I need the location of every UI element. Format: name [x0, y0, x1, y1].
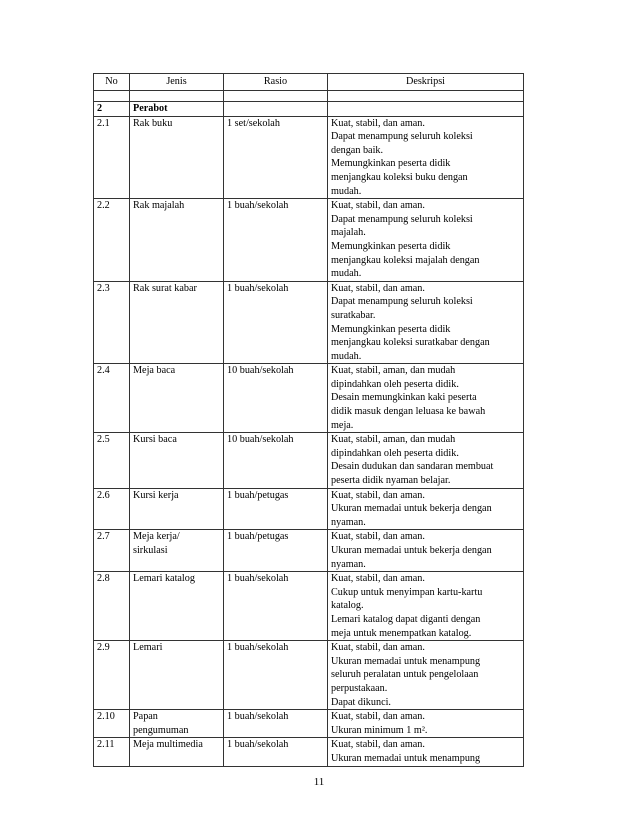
deskripsi-line: nyaman. — [331, 516, 366, 528]
deskripsi-line: mudah. — [331, 185, 362, 197]
deskripsi-line: menjangkau koleksi majalah dengan — [331, 254, 480, 266]
jenis-line: Rak majalah — [133, 200, 185, 212]
table-row — [94, 281, 524, 364]
table-row — [94, 433, 524, 488]
table-row — [94, 199, 524, 282]
deskripsi-line: menjangkau koleksi buku dengan — [331, 171, 468, 183]
deskripsi-line: Kuat, stabil, dan aman. — [331, 642, 425, 654]
deskripsi-line: Desain dudukan dan sandaran membuat — [331, 461, 494, 473]
deskripsi-line: didik masuk dengan leluasa ke bawah — [331, 406, 486, 418]
table-row — [94, 116, 524, 199]
table-row — [94, 738, 524, 766]
deskripsi-line: Dapat menampung seluruh koleksi — [331, 296, 473, 308]
row-number: 2.5 — [94, 433, 130, 488]
row-jenis — [130, 738, 224, 766]
row-deskripsi — [328, 488, 524, 530]
deskripsi-line: Kuat, stabil, aman, dan mudah — [331, 434, 456, 446]
deskripsi-line: katalog. — [331, 600, 364, 612]
spacer-row — [94, 91, 524, 102]
deskripsi-line: meja untuk menempatkan katalog. — [331, 627, 472, 639]
jenis-line: sirkulasi — [133, 545, 168, 556]
row-rasio: 10 buah/sekolah — [224, 433, 328, 488]
deskripsi-line: nyaman. — [331, 558, 366, 570]
deskripsi-line: Ukuran memadai untuk bekerja dengan — [331, 503, 492, 515]
row-rasio: 1 buah/sekolah — [224, 281, 328, 364]
row-jenis — [130, 364, 224, 433]
row-rasio: 1 buah/petugas — [224, 530, 328, 572]
row-rasio: 1 buah/sekolah — [224, 641, 328, 710]
row-number: 2.4 — [94, 364, 130, 433]
deskripsi-line: seluruh peralatan untuk pengelolaan — [331, 669, 479, 681]
deskripsi-line: Dapat menampung seluruh koleksi — [331, 213, 473, 225]
header-jenis: Jenis — [130, 74, 224, 91]
row-jenis — [130, 530, 224, 572]
jenis-line: Meja multimedia — [133, 739, 203, 751]
jenis-line: Papan — [133, 711, 158, 723]
jenis-line: Meja baca — [133, 365, 176, 377]
row-rasio: 1 buah/petugas — [224, 488, 328, 530]
deskripsi-line: dipindahkan oleh peserta didik. — [331, 378, 459, 390]
deskripsi-line: Dapat dikunci. — [331, 696, 391, 708]
deskripsi-line: Kuat, stabil, dan aman. — [331, 739, 425, 751]
row-rasio: 10 buah/sekolah — [224, 364, 328, 433]
row-number: 2.7 — [94, 530, 130, 572]
row-number: 2.11 — [94, 738, 130, 766]
deskripsi-line: Kuat, stabil, dan aman. — [331, 489, 425, 501]
row-jenis — [130, 281, 224, 364]
deskripsi-line: Ukuran memadai untuk menampung — [331, 752, 481, 764]
deskripsi-line: dengan baik. — [331, 144, 384, 156]
jenis-line: Meja kerja/ — [133, 531, 180, 543]
row-jenis — [130, 199, 224, 282]
deskripsi-line: majalah. — [331, 227, 366, 239]
deskripsi-line: dipindahkan oleh peserta didik. — [331, 447, 459, 459]
row-jenis — [130, 433, 224, 488]
deskripsi-line: suratkabar. — [331, 309, 376, 321]
row-rasio: 1 buah/sekolah — [224, 572, 328, 641]
deskripsi-line: Ukuran minimum 1 m². — [331, 724, 428, 736]
deskripsi-line: Kuat, stabil, dan aman. — [331, 200, 425, 212]
deskripsi-line: Dapat menampung seluruh koleksi — [331, 131, 473, 143]
deskripsi-line: Kuat, stabil, dan aman. — [331, 282, 425, 294]
header-deskripsi: Deskripsi — [328, 74, 524, 91]
deskripsi-line: meja. — [331, 419, 354, 431]
deskripsi-line: Cukup untuk menyimpan kartu-kartu — [331, 586, 483, 598]
jenis-line: Lemari — [133, 642, 163, 654]
section-row — [94, 102, 524, 117]
row-number: 2.8 — [94, 572, 130, 641]
table-row — [94, 488, 524, 530]
row-rasio: 1 buah/sekolah — [224, 738, 328, 766]
row-deskripsi — [328, 572, 524, 641]
row-deskripsi — [328, 364, 524, 433]
row-deskripsi — [328, 738, 524, 766]
section-title: Perabot — [130, 102, 224, 117]
jenis-line: Rak surat kabar — [133, 282, 197, 294]
table-row — [94, 572, 524, 641]
deskripsi-line: Kuat, stabil, dan aman. — [331, 711, 425, 723]
row-deskripsi — [328, 710, 524, 738]
table-row — [94, 710, 524, 738]
header-no: No — [94, 74, 130, 91]
table-row — [94, 364, 524, 433]
jenis-line: Kursi baca — [133, 434, 177, 446]
row-number: 2.6 — [94, 488, 130, 530]
row-jenis — [130, 572, 224, 641]
page-number: 11 — [313, 776, 325, 788]
table-row — [94, 641, 524, 710]
table-row — [94, 530, 524, 572]
deskripsi-line: Memungkinkan peserta didik — [331, 158, 451, 170]
row-deskripsi — [328, 199, 524, 282]
row-deskripsi — [328, 281, 524, 364]
row-rasio: 1 buah/sekolah — [224, 199, 328, 282]
jenis-line: pengumuman — [133, 724, 189, 736]
deskripsi-line: menjangkau koleksi suratkabar dengan — [331, 337, 490, 349]
deskripsi-line: mudah. — [331, 268, 362, 280]
row-number: 2.1 — [94, 116, 130, 199]
deskripsi-line: Kuat, stabil, dan aman. — [331, 531, 425, 543]
furniture-table — [93, 73, 524, 767]
row-deskripsi — [328, 641, 524, 710]
deskripsi-line: Ukuran memadai untuk menampung — [331, 655, 481, 667]
deskripsi-line: Memungkinkan peserta didik — [331, 323, 451, 335]
row-number: 2.3 — [94, 281, 130, 364]
deskripsi-line: Ukuran memadai untuk bekerja dengan — [331, 545, 492, 556]
deskripsi-line: Memungkinkan peserta didik — [331, 240, 451, 252]
deskripsi-line: Lemari katalog dapat diganti dengan — [331, 613, 481, 625]
row-jenis — [130, 710, 224, 738]
deskripsi-line: mudah. — [331, 350, 362, 362]
row-rasio: 1 buah/sekolah — [224, 710, 328, 738]
deskripsi-line: Kuat, stabil, dan aman. — [331, 573, 425, 585]
jenis-line: Rak buku — [133, 117, 173, 129]
row-deskripsi — [328, 530, 524, 572]
row-deskripsi — [328, 433, 524, 488]
deskripsi-line: perpustakaan. — [331, 682, 388, 694]
header-row — [94, 74, 524, 91]
header-rasio: Rasio — [224, 74, 328, 91]
jenis-line: Lemari katalog — [133, 573, 195, 585]
section-number: 2 — [94, 102, 130, 117]
deskripsi-line: peserta didik nyaman belajar. — [331, 475, 451, 487]
row-number: 2.9 — [94, 641, 130, 710]
row-jenis — [130, 116, 224, 199]
deskripsi-line: Kuat, stabil, dan aman. — [331, 117, 425, 129]
deskripsi-line: Desain memungkinkan kaki peserta — [331, 392, 477, 404]
row-rasio: 1 set/sekolah — [224, 116, 328, 199]
jenis-line: Kursi kerja — [133, 489, 179, 501]
deskripsi-line: Kuat, stabil, aman, dan mudah — [331, 365, 456, 377]
row-number: 2.2 — [94, 199, 130, 282]
row-jenis — [130, 488, 224, 530]
row-number: 2.10 — [94, 710, 130, 738]
row-jenis — [130, 641, 224, 710]
row-deskripsi — [328, 116, 524, 199]
